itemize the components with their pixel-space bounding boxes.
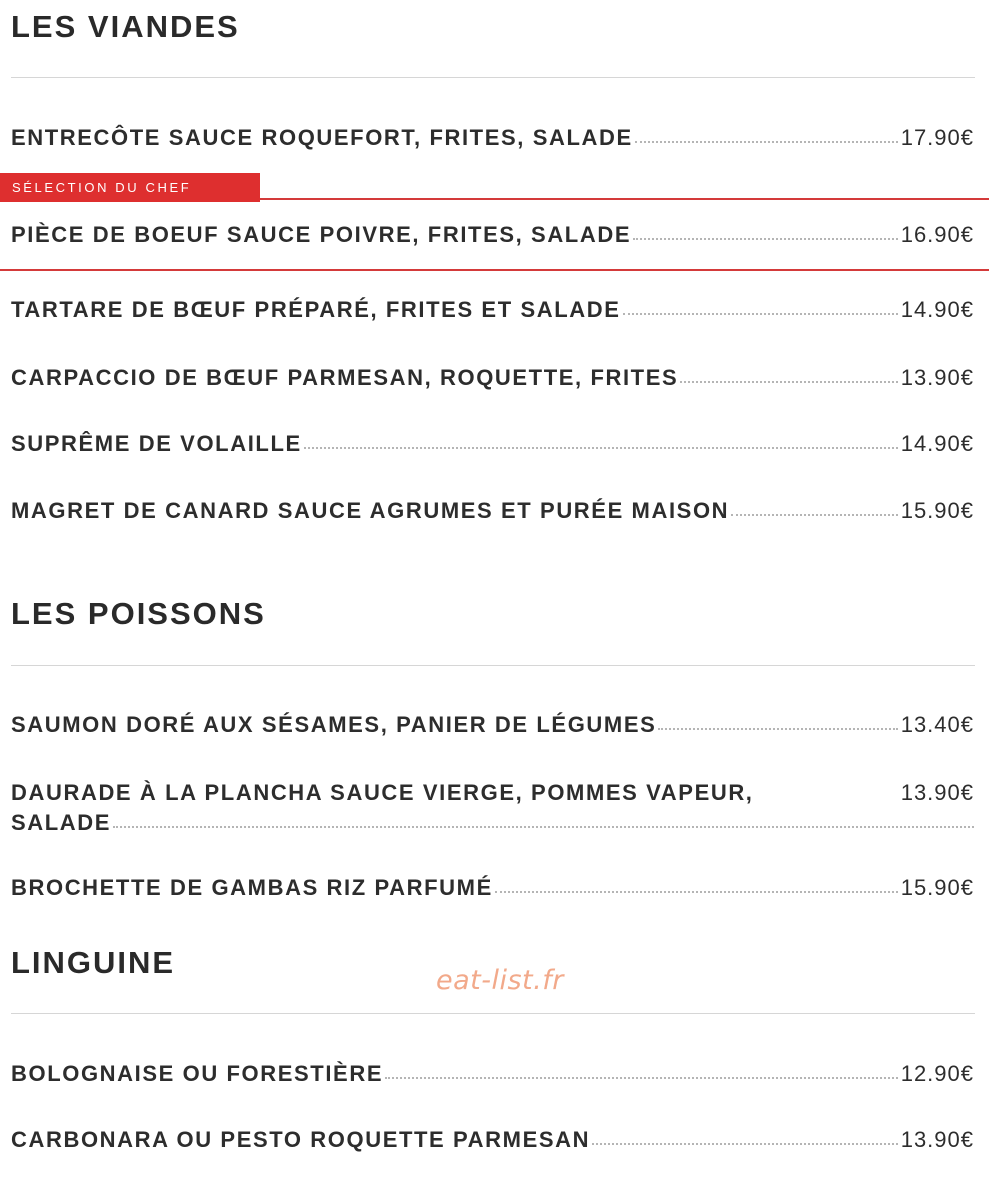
menu-item	[11, 432, 974, 456]
menu-item-first-line	[11, 778, 974, 808]
section-divider	[11, 1013, 975, 1014]
menu-item	[11, 223, 974, 247]
chef-selection-badge: SÉLECTION DU CHEF	[0, 173, 260, 202]
menu-item-name: CARBONARA OU PESTO ROQUETTE PARMESAN	[11, 1127, 591, 1152]
menu-item	[11, 876, 974, 900]
menu-item-name: MAGRET DE CANARD SAUCE AGRUMES ET PURÉE MAISON	[11, 498, 730, 523]
dot-leader	[623, 313, 898, 315]
menu-item-name-line2: SALADE	[11, 810, 112, 835]
menu-item	[11, 298, 974, 322]
menu-item	[11, 1128, 974, 1152]
menu-item	[11, 499, 974, 523]
section-divider	[11, 665, 975, 666]
menu-item-price: 13.90€	[900, 780, 974, 805]
menu-item-name: PIÈCE DE BOEUF SAUCE POIVRE, FRITES, SALADE	[11, 222, 632, 247]
menu-item-price: 13.90€	[900, 365, 974, 390]
dot-leader	[633, 238, 898, 240]
dot-leader	[680, 381, 897, 383]
section-title-viandes: LES VIANDES	[11, 9, 240, 44]
menu-item-price: 16.90€	[900, 222, 974, 247]
menu-item-second-line	[11, 808, 974, 838]
section-title-poissons: LES POISSONS	[11, 596, 266, 631]
dot-leader	[592, 1143, 898, 1145]
menu-item-name: SUPRÊME DE VOLAILLE	[11, 431, 302, 456]
menu-item-price: 14.90€	[900, 297, 974, 322]
menu-item-price: 13.40€	[900, 712, 974, 737]
menu-item-name: SAUMON DORÉ AUX SÉSAMES, PANIER DE LÉGUMES	[11, 712, 657, 737]
menu-item-name: CARPACCIO DE BŒUF PARMESAN, ROQUETTE, FRITES	[11, 365, 679, 390]
menu-item-price: 15.90€	[900, 875, 974, 900]
dot-leader	[385, 1077, 898, 1079]
menu-item	[11, 126, 974, 150]
menu-item-price: 17.90€	[900, 125, 974, 150]
menu-item	[11, 713, 974, 737]
dot-leader	[113, 826, 974, 828]
menu-item-price: 14.90€	[900, 431, 974, 456]
menu-item-name: BOLOGNAISE OU FORESTIÈRE	[11, 1061, 384, 1086]
menu-item	[11, 778, 974, 838]
menu-item	[11, 1062, 974, 1086]
dot-leader	[731, 514, 898, 516]
watermark: eat-list.fr	[436, 965, 564, 996]
chef-selection-bottom-rule	[0, 269, 989, 271]
menu-item-name: ENTRECÔTE SAUCE ROQUEFORT, FRITES, SALADE	[11, 125, 633, 150]
dot-leader	[304, 447, 898, 449]
dot-leader	[495, 891, 898, 893]
dot-leader	[658, 728, 897, 730]
menu-item-price: 12.90€	[900, 1061, 974, 1086]
menu-item-name: TARTARE DE BŒUF PRÉPARÉ, FRITES ET SALADE	[11, 297, 621, 322]
menu-item-name-line1: DAURADE À LA PLANCHA SAUCE VIERGE, POMMES VAPEUR,	[11, 780, 754, 805]
chef-selection-top-rule	[260, 198, 989, 200]
dot-leader	[635, 141, 898, 143]
menu-item	[11, 366, 974, 390]
menu-item-price: 15.90€	[900, 498, 974, 523]
section-divider	[11, 77, 975, 78]
menu-item-name: BROCHETTE DE GAMBAS RIZ PARFUMÉ	[11, 875, 493, 900]
menu-item-price: 13.90€	[900, 1127, 974, 1152]
section-title-linguine: LINGUINE	[11, 945, 176, 980]
